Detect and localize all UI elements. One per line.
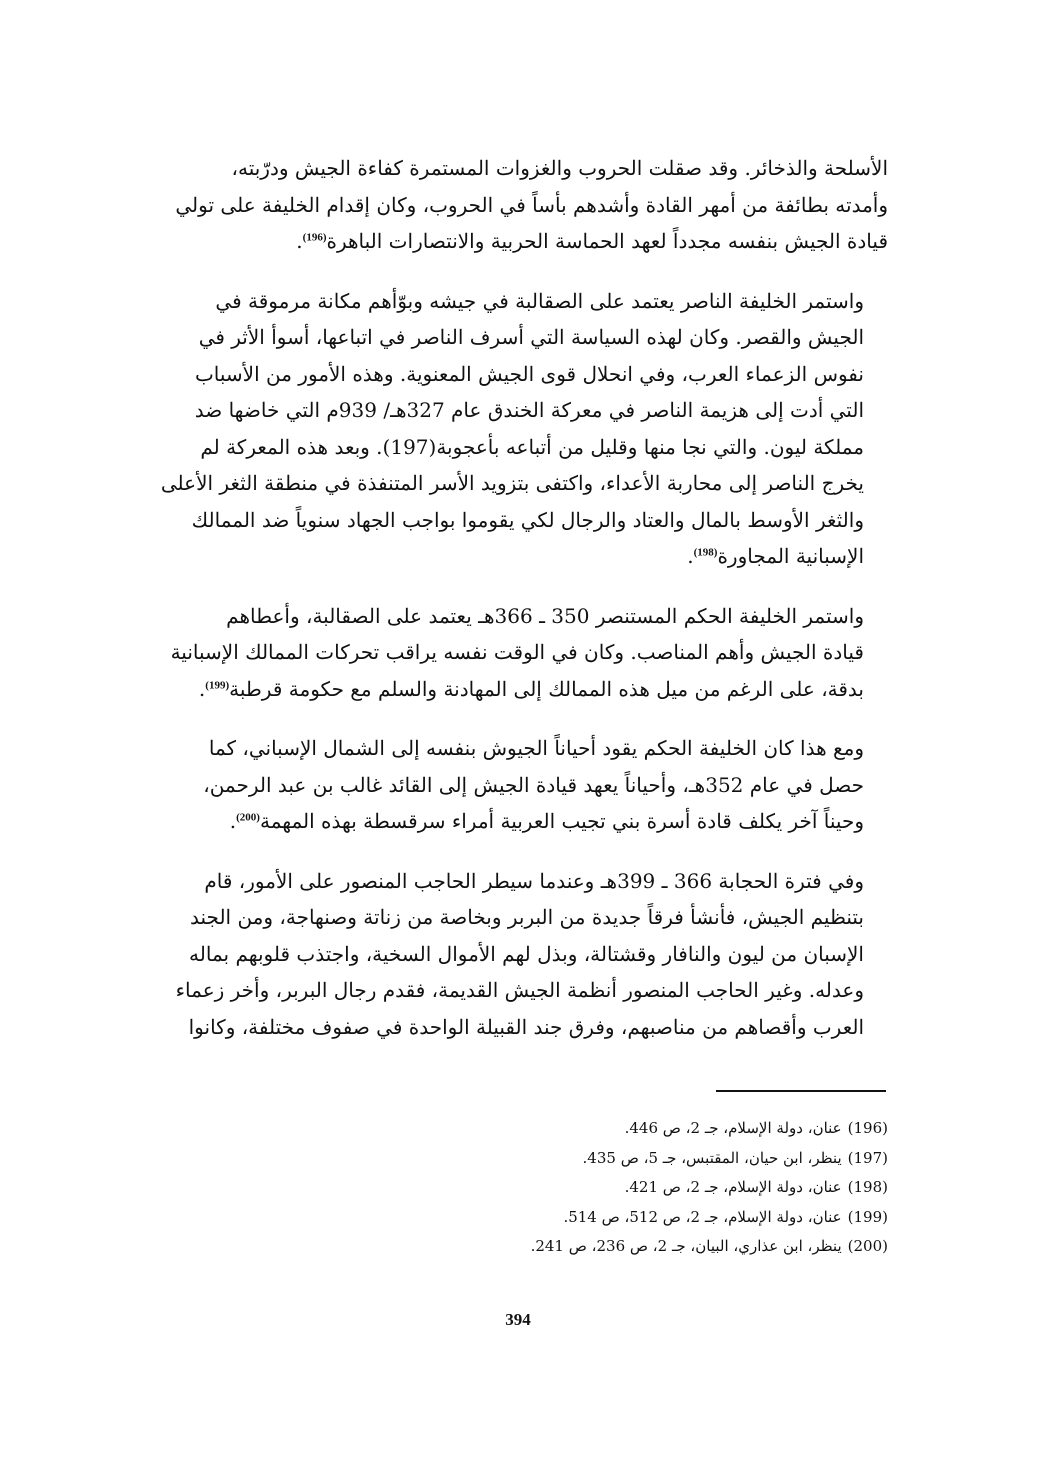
paragraph-5: [148, 863, 888, 1046]
text-line: الإسبان من ليون والنافار وقشتالة، وبذل لهم الأموال السخية، واجتذب قلوبهم بماله: [189, 941, 864, 966]
text-line: الإسبانية المجاورة$^{(198)}$.: [687, 544, 864, 568]
text-line: بدقة، على الرغم من ميل هذه الممالك إلى المهادنة والسلم مع حكومة قرطبة$^{(199)}$.: [198, 676, 864, 701]
text-line: والثغر الأوسط بالمال والعتاد والرجال لكي يقوموا بواجب الجهاد سنوياً ضد الممالك: [191, 507, 864, 532]
footnote: [300, 1173, 888, 1203]
text-line: ومع هذا كان الخليفة الحكم يقود أحياناً الجيوش بنفسه إلى الشمال الإسباني، كما: [208, 736, 864, 760]
footnote-divider: [716, 1090, 886, 1092]
paragraph-4: [148, 730, 888, 840]
footnote-ref: (199): [205, 678, 230, 691]
footnote-number: (198): [847, 1178, 888, 1196]
text-line: قيادة الجيش وأهم المناصب. وكان في الوقت نفسه يراقب تحركات الممالك الإسبانية: [170, 640, 864, 664]
text-line: واستمر الخليفة الحكم المستنصر 350 ـ 366هـ يعتمد على الصقالبة، وأعطاهم: [226, 603, 864, 628]
text-line: التي أدت إلى هزيمة الناصر في معركة الخندق عام 327هـ/ 939م التي خاضها ضد: [194, 398, 864, 422]
footnote-ref: (198): [693, 546, 718, 559]
text-line: نفوس الزعماء العرب، وفي انحلال قوى الجيش المعنوية. وهذه الأمور من الأسباب: [194, 361, 864, 386]
text-line: وأمدته بطائفة من أمهر القادة وأشدهم بأساً في الحروب، وكان إقدام الخليفة على تولي: [175, 192, 888, 217]
footnote: [300, 1114, 888, 1144]
text-line: وحيناً آخر يكلف قادة أسرة بني تجيب العربية أمراء سرقسطة بهذه المهمة$^{(200)}$.: [229, 809, 864, 833]
text-line: حصل في عام 352هـ، وأحياناً يعهد قيادة الجيش إلى القائد غالب بن عبد الرحمن،: [203, 772, 864, 797]
text-line: العرب وأقصاهم من مناصبهم، وفرق جند القبيلة الواحدة في صفوف مختلفة، وكانوا: [188, 1014, 864, 1039]
text-line: الأسلحة والذخائر. وقد صقلت الحروب والغزوات المستمرة كفاءة الجيش ودرّبته،: [231, 156, 888, 180]
body-text: [148, 150, 888, 1068]
footnote-number: (199): [847, 1207, 888, 1226]
paragraph-3: [148, 598, 888, 708]
paragraph-1: [148, 150, 888, 260]
text-line: وعدله. وغير الحاجب المنصور أنظمة الجيش القديمة، فقدم رجال البربر، وأخر زعماء: [175, 978, 864, 1002]
text-line-content: بدقة، على الرغم من ميل هذه الممالك إلى المهادنة والسلم مع حكومة قرطبة: [229, 676, 864, 701]
text-line: يخرج الناصر إلى محاربة الأعداء، واكتفى بتزويد الأسر المتنفذة في منطقة الثغر الأعلى: [160, 471, 864, 495]
footnote-number: (200): [847, 1237, 888, 1255]
text-line: مملكة ليون. والتي نجا منها وقليل من أتباعه بأعجوبة(197). وبعد هذه المعركة لم: [200, 434, 864, 459]
text-line-content: الإسبانية المجاورة: [717, 544, 864, 568]
footnote-text: عنان، دولة الإسلام، جـ 2، ص 421.: [624, 1178, 842, 1196]
footnote-ref: (200): [236, 811, 260, 824]
footnote: [300, 1232, 888, 1262]
footnote: [300, 1144, 888, 1174]
footnote: [300, 1203, 888, 1233]
text-line-content: قيادة الجيش بنفسه مجدداً لعهد الحماسة الحربية والانتصارات الباهرة: [326, 229, 888, 253]
footnote-number: (197): [847, 1148, 888, 1167]
text-line: الجيش والقصر. وكان لهذه السياسة التي أسرف الناصر في اتباعها، أسوأ الأثر في: [198, 325, 864, 349]
footnote-number: (196): [847, 1119, 888, 1137]
footnote-text: ينظر، ابن عذاري، البيان، جـ 2، ص 236، ص 241.: [530, 1237, 842, 1255]
footnotes-list: [300, 1114, 888, 1262]
page-number: 394: [505, 1310, 531, 1329]
paragraph-2: [148, 283, 888, 575]
footnote-ref: (196): [302, 231, 327, 244]
text-line: قيادة الجيش بنفسه مجدداً لعهد الحماسة الحربية والانتصارات الباهرة$^{(196)}$.: [296, 229, 888, 253]
footnote-text: ينظر، ابن حيان، المقتبس، جـ 5، ص 435.: [582, 1148, 842, 1167]
text-line-content: وحيناً آخر يكلف قادة أسرة بني تجيب العربية أمراء سرقسطة بهذه المهمة: [259, 809, 864, 833]
text-line: واستمر الخليفة الناصر يعتمد على الصقالبة في جيشه وبوّأهم مكانة مرموقة في: [215, 288, 864, 313]
footnote-text: عنان، دولة الإسلام، جـ 2، ص 446.: [624, 1119, 842, 1137]
text-line: بتنظيم الجيش، فأنشأ فرقاً جديدة من البربر وبخاصة من زناتة وصنهاجة، ومن الجند: [190, 905, 864, 929]
text-line: وفي فترة الحجابة 366 ـ 399هـ وعندما سيطر الحاجب المنصور على الأمور، قام: [204, 868, 864, 893]
footnote-text: عنان، دولة الإسلام، جـ 2، ص 512، ص 514.: [563, 1207, 842, 1226]
